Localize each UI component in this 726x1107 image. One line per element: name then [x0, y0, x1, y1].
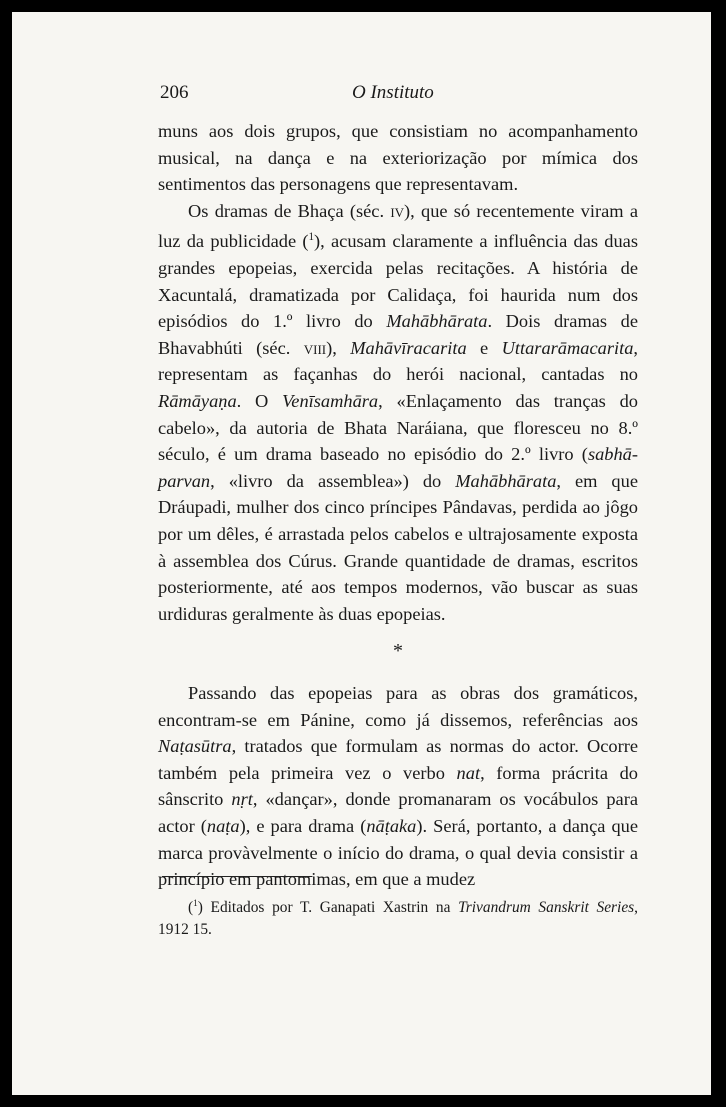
paragraph-grammarians: Passando das epopeias para as obras dos gramáticos, encontram-se em Pánine, como já dissemos, referências aos Naṭasūtra, tratados que formulam as normas do actor. Ocorre também pela primeira vez o verbo nat, forma prácrita do sânscrito nṛt, «dançar», donde promanaram os vocábulos para actor (naṭa), e para drama (nāṭaka). Será, portanto, a dança que marca provàvelmente o início do drama, o qual devia consistir a princípio em pantomimas, em que a mudez	[158, 683, 639, 890]
section-separator: *	[393, 640, 403, 662]
book-page	[12, 12, 711, 1095]
paragraph-continuation: muns aos dois grupos, que consistiam no acompanhamento musical, na dança e na exteriorização por mímica dos sentimentos das personagens que representavam.	[158, 121, 638, 195]
footnote-ref: 1	[308, 231, 315, 244]
running-title: O Instituto	[352, 82, 434, 103]
footnote-rule	[162, 876, 312, 877]
paragraph-bhaca: Os dramas de Bhaça (séc. iv), que só recentemente viram a luz da publicidade ($^1$), acusam claramente a influência das duas grandes epopeias, exercida pelas recitações. A história de Xacuntalá, dramatizada por Calidaça, foi haurida num dos episódios do 1.º livro do Mahābhārata. Dois dramas de Bhavabhúti (séc. viii), Mahāvīracarita e Uttararāmacarita, representam as façanhas do herói nacional, cantadas no Rāmāyaṇa. O Venīsamhāra, «Enlaçamento das tranças do cabelo», da autoria de Bhata Naráiana, que floresceu no 8.º século, é um drama baseado no episódio do 2.º livro (sabhā-parvan, «livro da assemblea») do Mahābhārata, em que Dráupadi, mulher dos cinco príncipes Pândavas, perdida ao jôgo por um dêles, é arrastada pelos cabelos e ultrajosamente exposta à assemblea dos Cúrus. Grande quantidade de dramas, escritos posteriormente, até aos tempos modernos, vão buscar as suas urdiduras geralmente às duas epopeias.	[158, 200, 639, 624]
page-header	[152, 76, 632, 106]
page-number: 206	[160, 82, 189, 103]
footnote: ($^1$) Editados por T. Ganapati Xastrin na Trivandrum Sanskrit Series, 1912 15.	[158, 898, 638, 939]
main-text-2	[158, 680, 638, 893]
main-text	[158, 118, 638, 627]
